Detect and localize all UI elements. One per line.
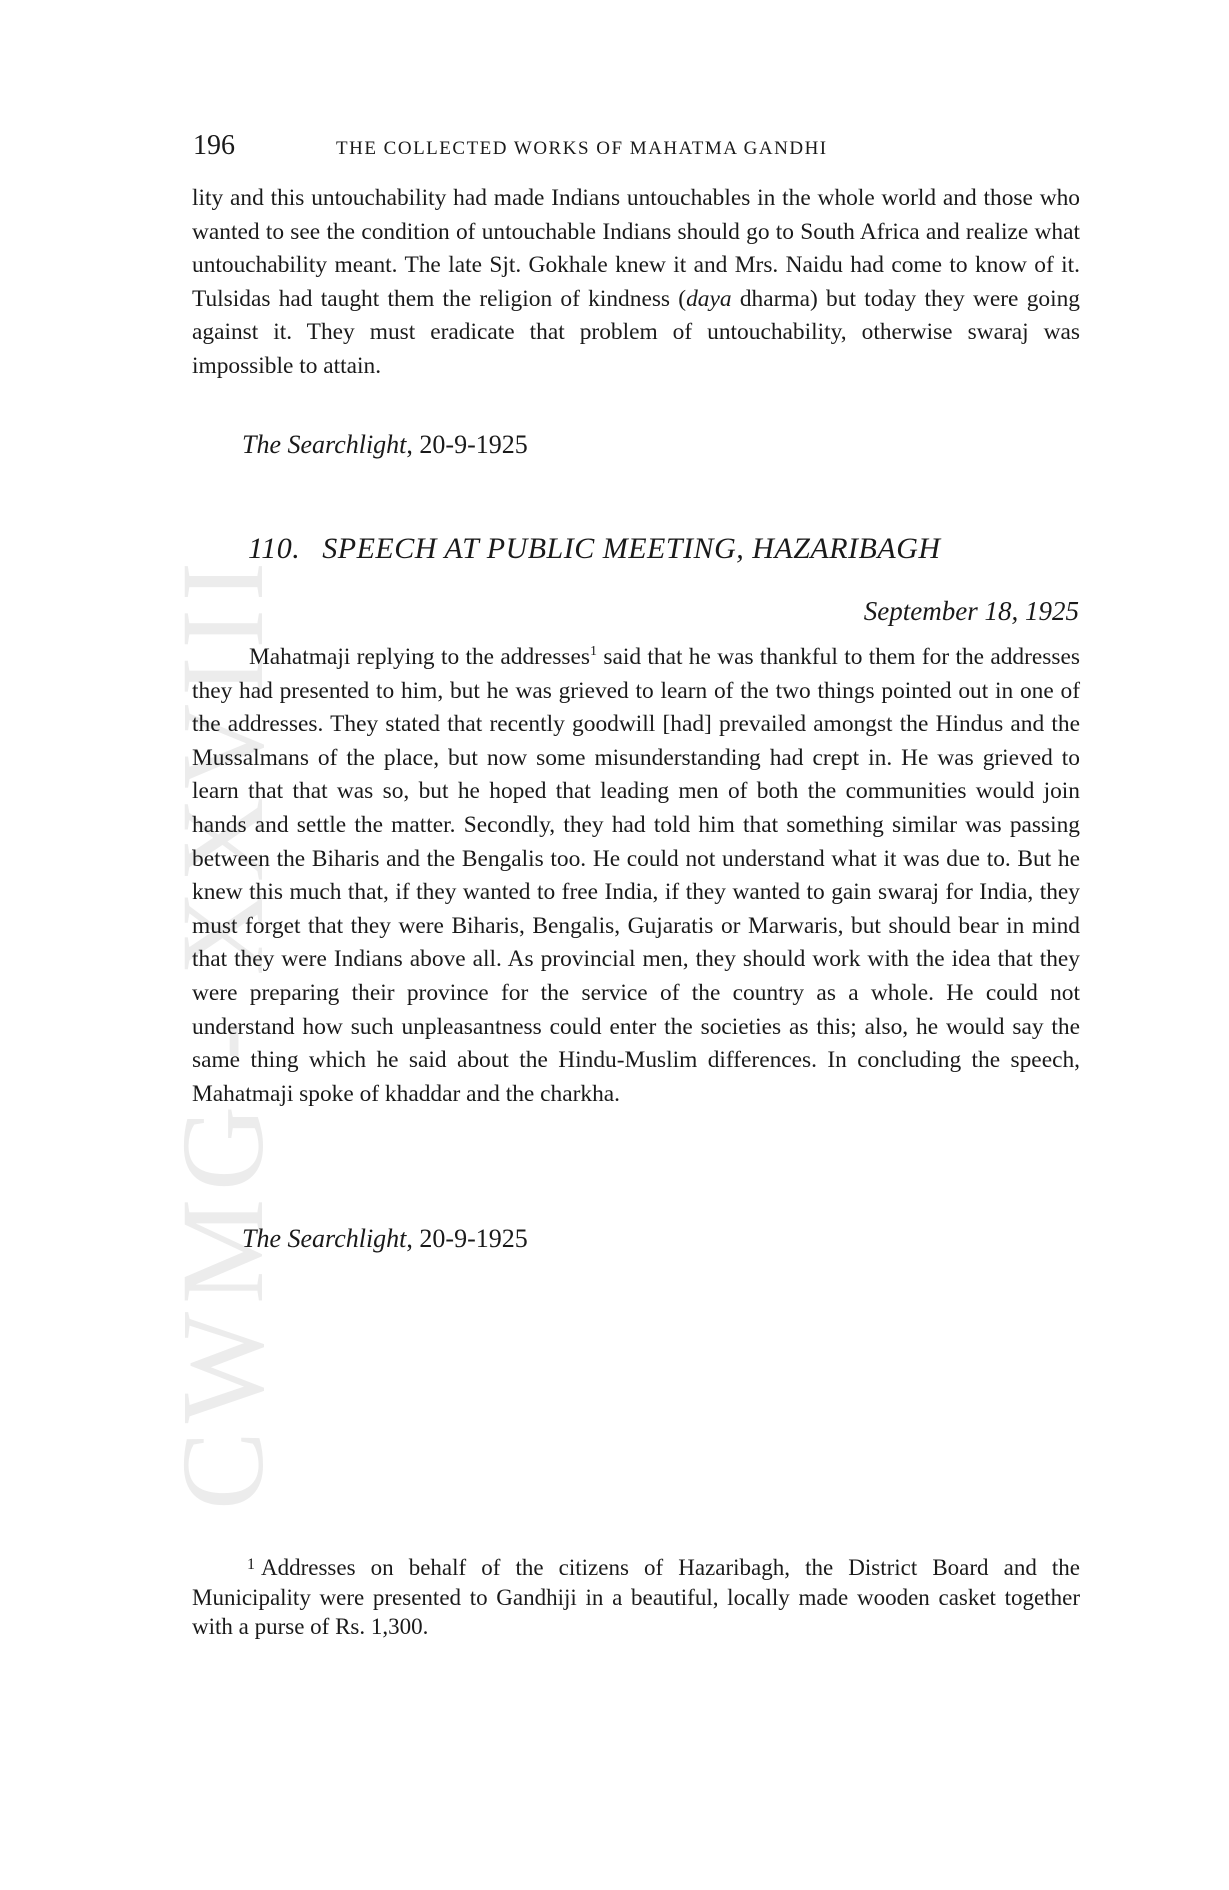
article-source-date: , 20-9-1925 bbox=[406, 1224, 528, 1253]
footnote-marker: 1 bbox=[247, 1556, 255, 1573]
running-head bbox=[193, 130, 1081, 166]
footnote-text: Addresses on behalf of the citizens of Hazaribagh, the District Board and the Municipality were presented to Gandhiji in a beautiful, locally made wooden casket together with a purse of Rs. 1,300. bbox=[192, 1555, 1080, 1639]
continuation-source-publication: The Searchlight bbox=[242, 430, 407, 459]
page-number: 196 bbox=[193, 130, 235, 161]
article-date: September 18, 1925 bbox=[863, 596, 1079, 626]
continuation-italic-word: daya bbox=[686, 285, 732, 312]
watermark: CWMG - XXVIII bbox=[157, 553, 288, 1510]
continuation-source-date: , 20-9-1925 bbox=[406, 430, 528, 459]
continuation-text-part2: dharma) but today they were going against it. They must eradicate that problem of untouchability, otherwise swaraj was impossible to attain. bbox=[192, 285, 1080, 379]
article-body bbox=[192, 641, 1080, 1111]
article-number: 110. bbox=[248, 532, 301, 565]
article-body-part2: said that he was thankful to them for the addresses they had presented to him, but he was grieved to learn of the two things pointed out in one of the addresses. They stated that recently goodwill [had] prevailed amongst the Hindus and the Mussalmans of the place, but now some misunderstanding had crept in. He was grieved to learn that that was so, but he hoped that leading men of both the communities would join hands and settle the matter. Secondly, they had told him that something similar was passing between the Biharis and the Bengalis too. He could not understand what it was due to. But he knew this much that, if they wanted to free India, if they wanted to gain swaraj for India, they must forget that they were Biharis, Bengalis, Gujaratis or Marwaris, but should bear in mind that they were Indians above all. As provincial men, they should work with the idea that they were preparing their province for the service of the country as a whole. He could not understand how such unpleasantness could enter the societies as this; also, he would say the same thing which he said about the Hindu-Muslim differences. In concluding the speech, Mahatmaji spoke of khaddar and the charkha. bbox=[192, 644, 1080, 1107]
book-title: THE COLLECTED WORKS OF MAHATMA GANDHI bbox=[336, 138, 828, 159]
article-heading bbox=[248, 532, 941, 566]
continuation-text-part1: lity and this untouchability had made Indians untouchables in the whole world and those who wanted to see the condition of untouchable Indians should go to South Africa and realize what untouchability meant. The late Sjt. Gokhale knew it and Mrs. Naidu had come to know of it. Tulsidas had taught them the religion of kindness ( bbox=[192, 185, 1080, 312]
article-body-part1: Mahatmaji replying to the addresses bbox=[249, 644, 591, 670]
article-source bbox=[242, 1224, 528, 1254]
continuation-paragraph bbox=[192, 182, 1080, 384]
footnote-reference[interactable]: 1 bbox=[590, 644, 598, 659]
article-title: SPEECH AT PUBLIC MEETING, HAZARIBAGH bbox=[322, 532, 941, 565]
continuation-source bbox=[242, 430, 528, 460]
footnote bbox=[192, 1553, 1080, 1642]
article-source-publication: The Searchlight bbox=[242, 1224, 407, 1253]
